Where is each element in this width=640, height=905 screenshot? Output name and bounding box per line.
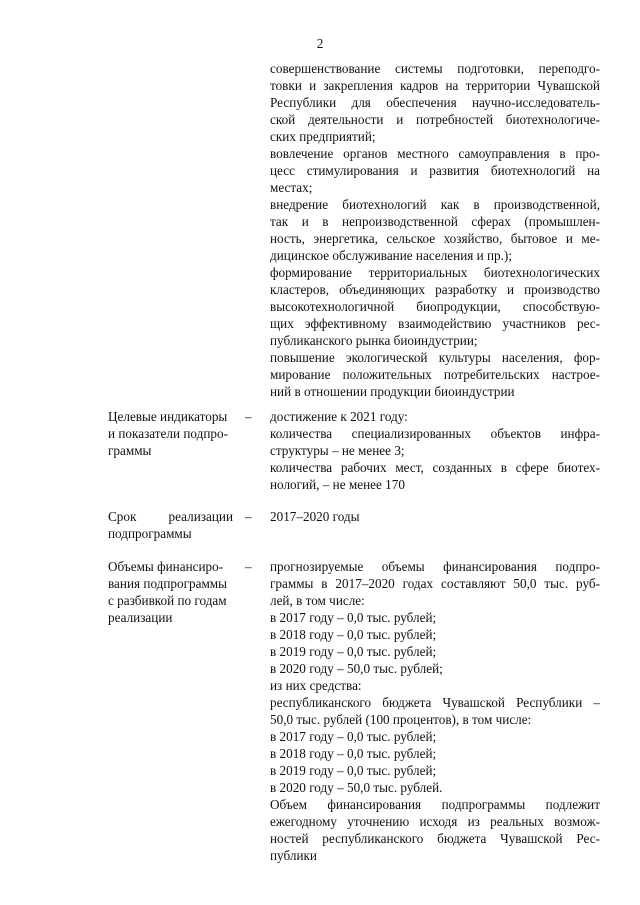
- goals-line: мирование положительных потребительских настрое-: [270, 367, 600, 382]
- goals-line: ских предприятий;: [270, 129, 376, 144]
- goals-line: повышение экологической культуры населения, фор-: [270, 350, 600, 365]
- goals-line: публиканского рынка биоиндустрии;: [270, 333, 478, 348]
- financing-line: лей, в том числе:: [270, 593, 365, 608]
- financing-line: в 2019 году – 0,0 тыс. рублей;: [270, 644, 437, 659]
- financing-dash: –: [245, 559, 252, 574]
- indicators-label: и показатели подпро-: [108, 426, 228, 441]
- financing-label: вания подпрограммы: [108, 576, 228, 591]
- indicators-line: количества рабочих мест, созданных в сфере биотех-: [270, 460, 600, 475]
- financing-line: Объем финансирования подпрограммы подлежит: [270, 797, 600, 812]
- financing-line: в 2019 году – 0,0 тыс. рублей;: [270, 763, 437, 778]
- goals-line: ской деятельности и потребностей биотехнологиче-: [270, 112, 600, 127]
- term-dash: –: [245, 509, 252, 524]
- financing-line: в 2018 году – 0,0 тыс. рублей;: [270, 627, 437, 642]
- financing-line: 50,0 тыс. рублей (100 процентов), в том числе:: [270, 712, 532, 727]
- goals-line: так и в непроизводственной сферах (промышлен-: [270, 214, 600, 229]
- indicators-label: граммы: [108, 443, 152, 458]
- goals-line: щих эффективному взаимодействию участников рес-: [270, 316, 600, 331]
- goals-line: формирование территориальных биотехнологических: [270, 265, 600, 280]
- financing-line: ностей республиканского бюджета Чувашской Рес-: [270, 831, 600, 846]
- financing-line: в 2017 году – 0,0 тыс. рублей;: [270, 729, 437, 744]
- indicators-line: достижение к 2021 году:: [270, 409, 408, 424]
- indicators-dash: –: [245, 409, 252, 424]
- indicators-line: структуры – не менее 3;: [270, 443, 405, 458]
- financing-line: прогнозируемые объемы финансирования подпро-: [270, 559, 600, 574]
- term-value: 2017–2020 годы: [270, 509, 360, 524]
- goals-line: дицинское обслуживание населения и пр.);: [270, 248, 512, 263]
- goals-line: кластеров, объединяющих разработку и производство: [270, 282, 600, 297]
- term-label: подпрограммы: [108, 526, 192, 541]
- term-label: Срок реализации: [108, 509, 233, 524]
- goals-line: высокотехнологичной биопродукции, способствую-: [270, 299, 600, 314]
- goals-line: ний в отношении продукции биоиндустрии: [270, 384, 515, 399]
- financing-line: ежегодному уточнению исходя из реальных возмож-: [270, 814, 600, 829]
- financing-label: реализации: [108, 610, 173, 625]
- goals-line: внедрение биотехнологий как в производственной,: [270, 197, 600, 212]
- indicators-line: нологий, – не менее 170: [270, 477, 405, 492]
- goals-line: совершенствование системы подготовки, переподго-: [270, 61, 600, 76]
- goals-line: Республики для обеспечения научно-исследователь-: [270, 95, 600, 110]
- goals-line: местах;: [270, 180, 313, 195]
- goals-line: ность, энергетика, сельское хозяйство, бытовое и ме-: [270, 231, 600, 246]
- financing-label: Объемы финансиро-: [108, 559, 224, 574]
- goals-line: цесс стимулирования и развития биотехнологий на: [270, 163, 600, 178]
- financing-line: в 2017 году – 0,0 тыс. рублей;: [270, 610, 437, 625]
- indicators-label: Целевые индикаторы: [108, 409, 228, 424]
- goals-line: вовлечение органов местного самоуправления в про-: [270, 146, 600, 161]
- financing-line: публики: [270, 848, 317, 863]
- financing-line: граммы в 2017–2020 годах составляют 50,0 тыс. руб-: [270, 576, 600, 591]
- financing-line: в 2020 году – 50,0 тыс. рублей;: [270, 661, 443, 676]
- financing-line: в 2020 году – 50,0 тыс. рублей.: [270, 780, 443, 795]
- financing-line: из них средства:: [270, 678, 362, 693]
- goals-line: товки и закрепления кадров на территории Чувашской: [270, 78, 600, 93]
- financing-line: в 2018 году – 0,0 тыс. рублей;: [270, 746, 437, 761]
- page-number: 2: [316, 36, 324, 51]
- indicators-line: количества специализированных объектов инфра-: [270, 426, 600, 441]
- financing-label: с разбивкой по годам: [108, 593, 227, 608]
- financing-line: республиканского бюджета Чувашской Республики –: [270, 695, 600, 710]
